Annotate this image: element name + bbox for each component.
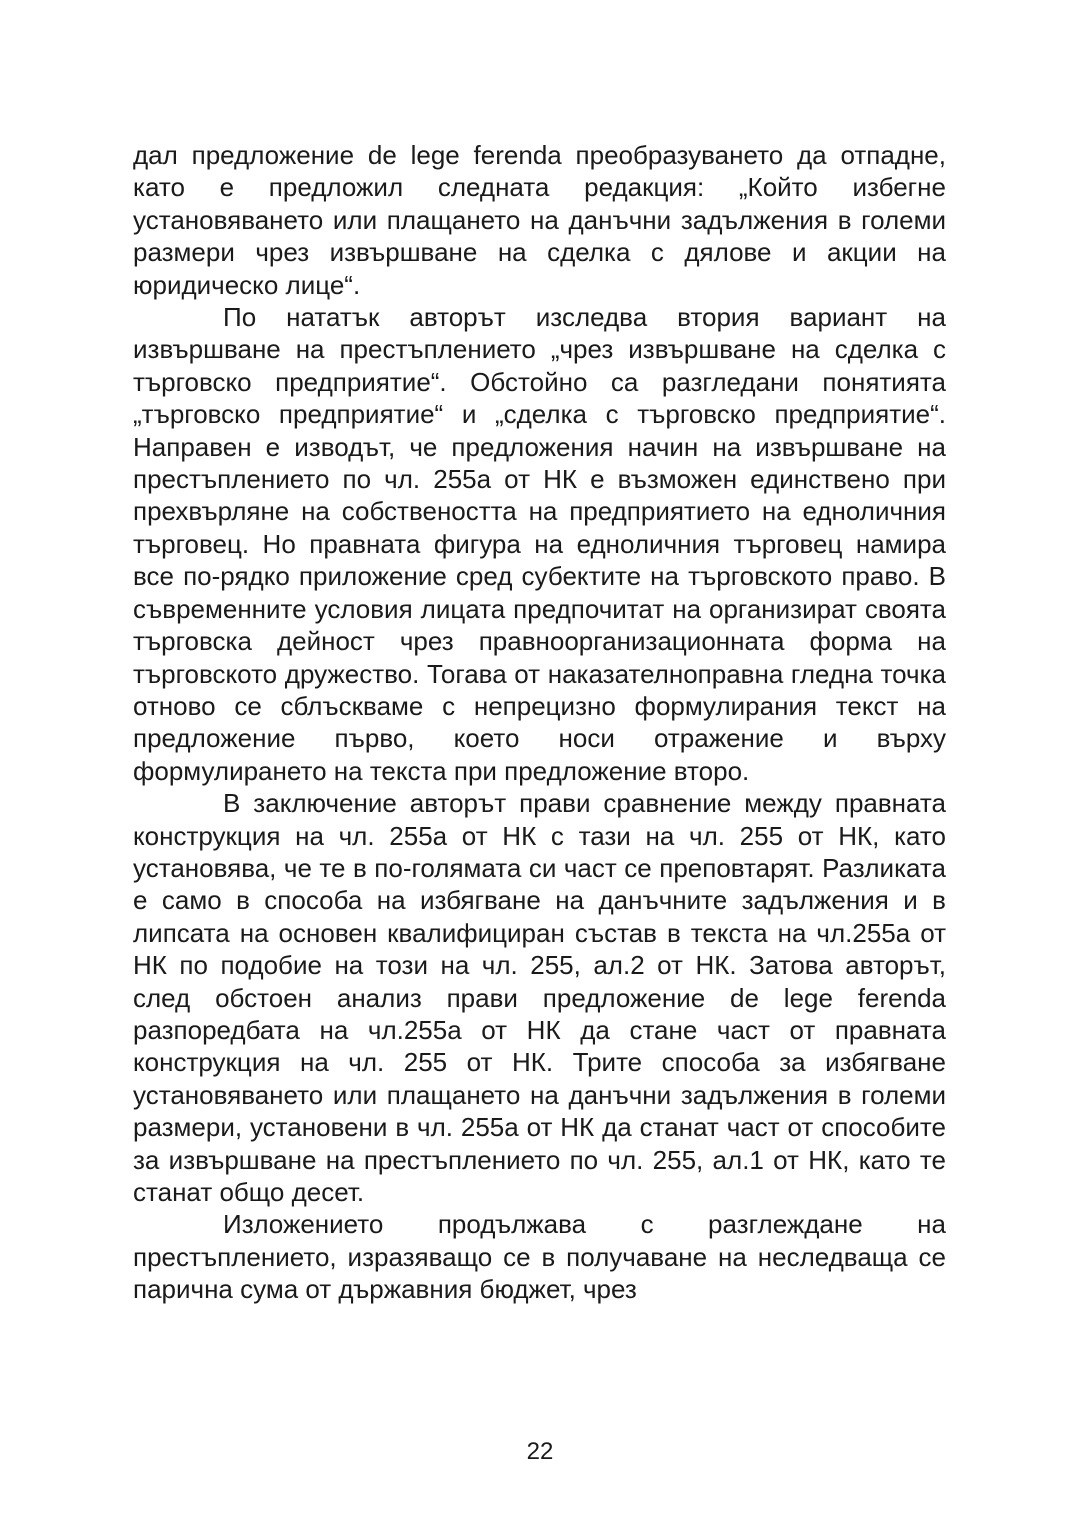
paragraph-conclusion: В заключение авторът прави сравнение между правната конструкция на чл. 255а от НК с тази на чл. 255 от НК, като установява, че те в по-голямата си част се преповтарят. Разликата е само в способа на избягване на данъчните задължения и в липсата на основен квалифициран състав в текста на чл.255а от НК по подобие на този на чл. 255, ал.2 от НК. Затова авторът, след обстоен анализ прави предложение de lege ferenda разпоредбата на чл.255а от НК да стане част от правната конструкция на чл. 255 от НК. Трите способа за избягване установяването или плащането на данъчни задължения в големи размери, установени в чл. 255а от НК да станат част от способите за извършване на престъплението по чл. 255, ал.1 от НК, като те станат общо десет.	[133, 788, 946, 1207]
paragraph-second-variant: По нататък авторът изследва втория вариант на извършване на престъплението „чрез извършване на сделка с търговско предприятие“. Обстойно са разгледани понятията „търговско предприятие“ и „сделка с търговско предприятие“. Направен е изводът, че предложения начин на извършване на престъплението по чл. 255а от НК е възможен единствено при прехвърляне на собствеността на предприятието на едноличния търговец. Но правната фигура на едноличния търговец намира все по-рядко приложение сред субектите на търговското право. В съвременните условия лицата предпочитат на организират своята търговска дейност чрез правноорганизационната форма на търговското дружество. Тогава от наказателноправна гледна точка отново се сблъскваме с непрецизно формулирания текст на предложение първо, което носи отражение и върху формулирането на текста при предложение второ.	[133, 302, 946, 786]
page-number: 22	[526, 1438, 554, 1465]
paragraph-continuation: дал предложение de lege ferenda преобразуването да отпадне, като е предложил следната редакция: „Който избегне установяването или плащането на данъчни задължения в големи размери чрез извършване на сделка с дялове и акции на юридическо лице“.	[133, 140, 946, 300]
paragraph-next-crime: Изложението продължава с разглеждане на престъплението, изразяващо се в получаване на неследваща се парична сума от държавния бюджет, чрез	[133, 1209, 946, 1305]
body-text	[133, 139, 946, 1306]
